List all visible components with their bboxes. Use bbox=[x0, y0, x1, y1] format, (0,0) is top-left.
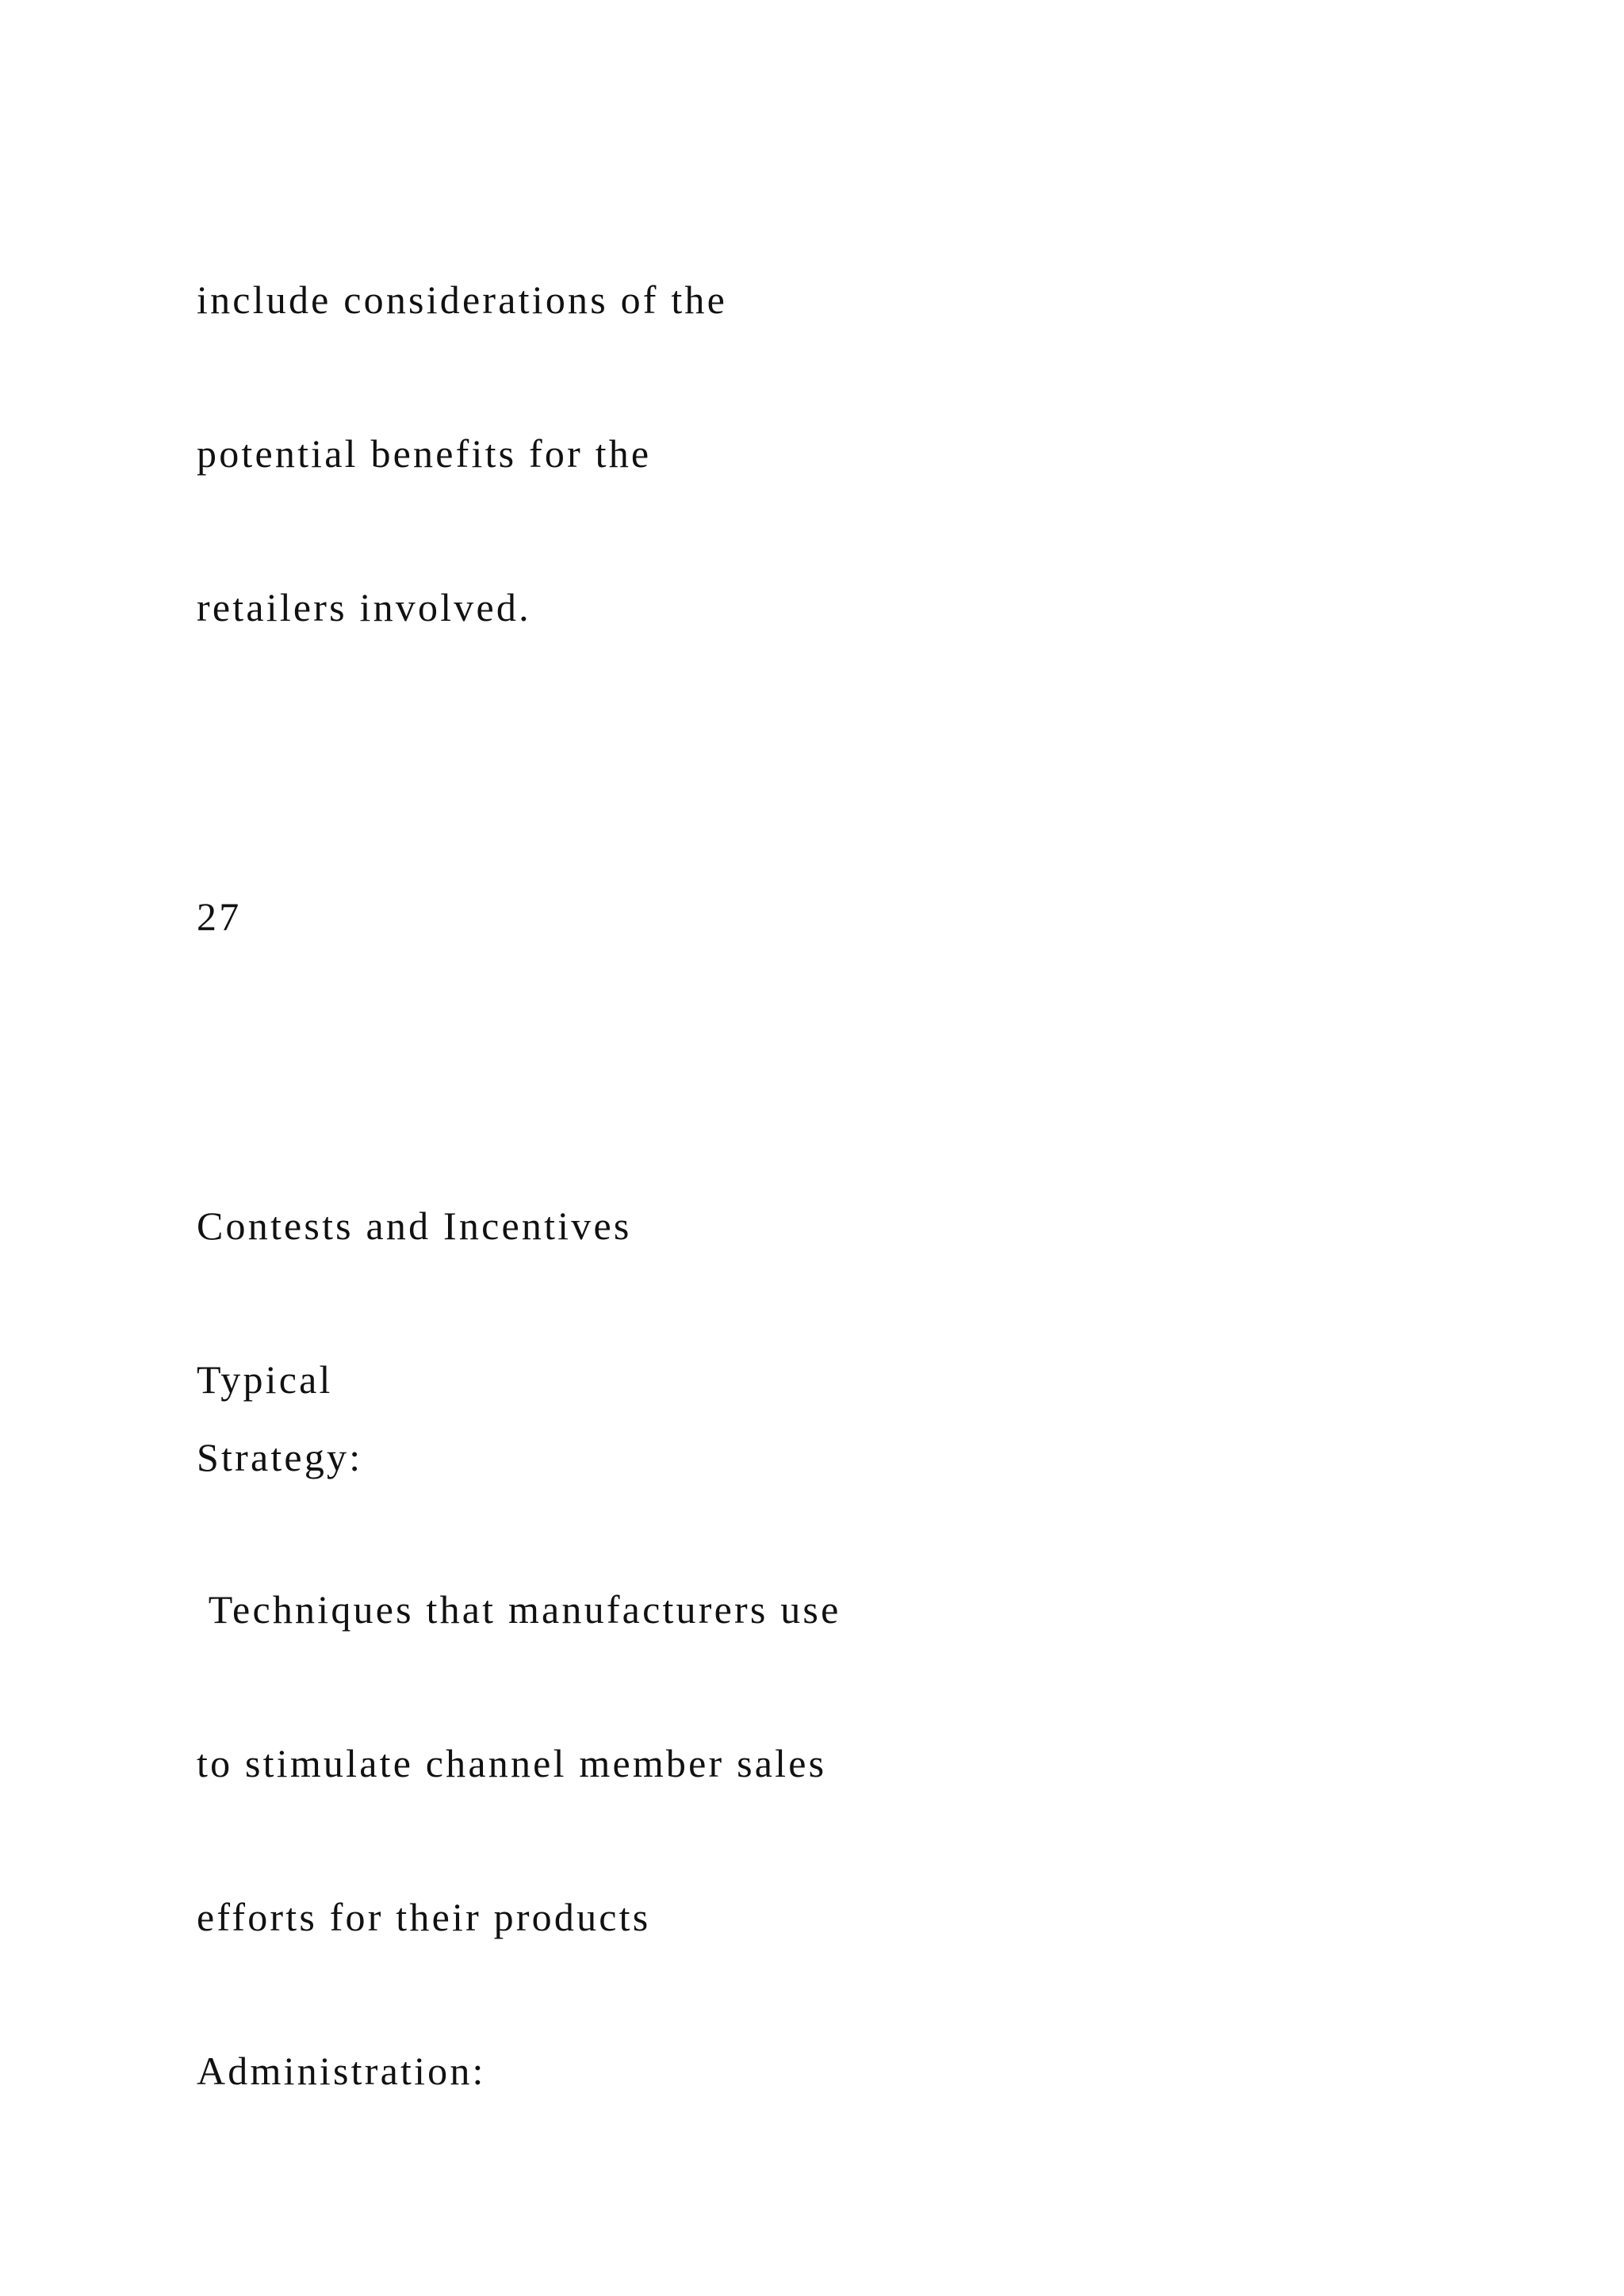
text-line: Typical bbox=[197, 1357, 333, 1402]
section-heading: Contests and Incentives bbox=[197, 1203, 632, 1248]
text-line: include considerations of the bbox=[197, 277, 728, 322]
page-number: 27 bbox=[197, 894, 242, 939]
text-line: retailers involved. bbox=[197, 585, 531, 629]
label-strategy: Strategy: bbox=[197, 1435, 363, 1479]
text-line: to stimulate channel member sales bbox=[197, 1741, 827, 1785]
text-line: efforts for their products bbox=[197, 1895, 651, 1939]
label-administration: Administration: bbox=[197, 2049, 486, 2093]
text-line: Techniques that manufacturers use bbox=[197, 1587, 841, 1632]
text-line: potential benefits for the bbox=[197, 431, 652, 476]
